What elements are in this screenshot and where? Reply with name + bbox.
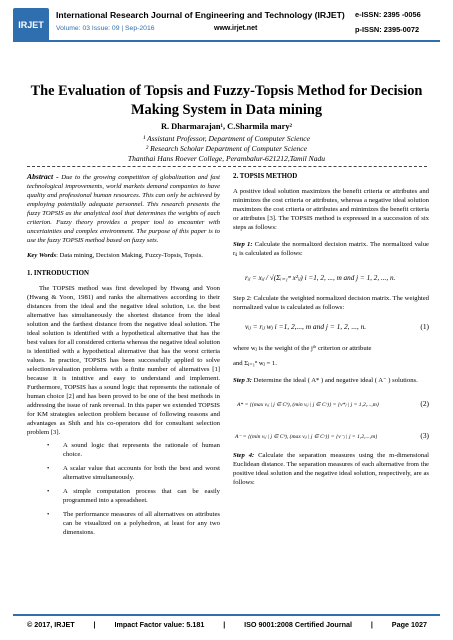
bullet-icon: •	[47, 488, 50, 495]
volume-info: Volume: 03 Issue: 09 | Sep-2016	[56, 25, 155, 32]
keywords-label: Key Words	[27, 252, 57, 259]
title-separator	[27, 166, 427, 167]
step-4: Step 4: Calculate the separation measures using the m-dimensional Euclidean distance. The separation measures of each alternative from the positive ideal solution and the negative ideal solution, respectively, are as follows:	[233, 452, 429, 486]
paper-title: The Evaluation of Topsis and Fuzzy-Topsis Method for Decision Making System in Data mining	[30, 83, 423, 118]
equation-weighted: vᵢⱼ = rᵢⱼ wⱼ i =1, 2,..., m and j = 1, 2, ..., n. (1)	[245, 322, 429, 331]
footer-divider	[13, 614, 440, 616]
right-column	[233, 172, 429, 491]
header-divider	[13, 40, 440, 42]
footer-sep: |	[93, 620, 96, 629]
weight-definition: where wⱼ is the weight of the jᵗʰ criterion or attribute	[233, 345, 372, 352]
journal-header	[0, 0, 453, 84]
footer-sep: |	[370, 620, 373, 629]
left-column	[27, 172, 220, 542]
keywords-text: : Data mining, Decision Making, Fuzzy-Topsis, Topsis.	[56, 252, 203, 259]
footer-sep: |	[223, 620, 226, 629]
bullet-icon: •	[47, 465, 50, 472]
section-heading-introduction: 1. INTRODUCTION	[27, 270, 90, 277]
intro-paragraph: The TOPSIS method was first developed by Hwang and Yoon (Hwang & Yoon, 1981) and ranks the alternatives according to their distances from the ideal and the negative ideal solution, i.e. the best alternative has simultaneously the shortest distance from the ideal solution and the farthest distance from the negative ideal solution. The ideal solution is identified with a hypothetical alternative that has the best values for all considered criteria whereas the negative ideal solution is identified with a hypothetical alternative that has the worst criteria values. In practice, TOPSIS has been successfully applied to solve selection/evaluation problems with a finite number of alternatives [1] because it is intuitive and easy to understand and implement. Furthermore, TOPSIS has a sound logic that represents the rationale of human choice [2] and has been proved to be one of the best methods in addressing the issue of rank reversal. In this paper we extended TOPSIS for KM strategies selection problem because of following reasons and advantages as Shih and his co-operators did for consultant selection problem [3].	[27, 285, 220, 436]
abstract-text: Due to the growing competition of globalization and fast technological improvements, world markets demand companies to have quality and professional human resources. This can only be achieved by employing potentially adequate personnel. This research presents the fuzzy TOPSIS as the analytical tool that determines the weights of each criterion. Fuzzy theory provides a proper tool to encounter with uncertainties and complex environment. The purpose of this paper is to use the fuzzy TOPSIS method based on fuzzy sets.	[27, 174, 220, 244]
footer-impact-factor: Impact Factor value: 5.181	[114, 620, 205, 629]
advantages-list	[27, 441, 220, 537]
bullet-icon: •	[47, 511, 50, 518]
list-item: • A sound logic that represents the rationale of human choice.	[47, 442, 220, 458]
footer-copyright: © 2017, IRJET	[27, 620, 75, 629]
journal-website-link[interactable]: www.irjet.net	[214, 25, 258, 32]
list-item: • A simple computation process that can be easily programmed into a spreadsheet.	[47, 488, 220, 504]
footer-iso: ISO 9001:2008 Certified Journal	[244, 620, 352, 629]
irjet-logo: IRJET	[13, 8, 49, 42]
section-heading-topsis: 2. TOPSIS METHOD	[233, 173, 298, 180]
weight-sum: and Σⱼ₌₁ⁿ wⱼ = 1.	[233, 360, 277, 367]
journal-title: International Research Journal of Engineering and Technology (IRJET)	[56, 10, 345, 20]
paper-authors: R. Dharmarajan¹, C.Sharmila mary²	[160, 122, 293, 131]
equation-normalized: rᵢⱼ = xᵢⱼ / √(Σᵢ₌₁ᵐ x²ᵢⱼ) i =1, 2, ..., m and j = 1, 2, ..., n.	[245, 274, 396, 282]
bullet-icon: •	[47, 442, 50, 449]
affiliation-2: ² Research Scholar Department of Computer Science	[145, 144, 307, 153]
list-item: • The performance measures of all alternatives on attributes can be visualized on a polyhedron, at least for any two dimensions.	[47, 511, 220, 536]
step-3: Step 3: Determine the ideal ( A* ) and negative ideal ( A⁻ ) solutions.	[233, 377, 418, 384]
equation-negative-ideal: A⁻ = {(min vᵢⱼ | j ∈ Cᵇ), (max vᵢⱼ | j ∈ Cᶜ)} = {v⁻ⱼ | j = 1,2,...,m} (3)	[235, 431, 429, 440]
affiliation-3: Thanthai Hans Roever College, Perambalur-621212,Tamil Nadu	[127, 154, 326, 163]
list-item: • A scalar value that accounts for both the best and worst alternative simultaneously.	[47, 465, 220, 481]
p-issn: p-ISSN: 2395-0072	[355, 25, 420, 34]
keywords	[27, 251, 220, 260]
footer-page-number: Page 1027	[391, 620, 427, 629]
topsis-intro: A positive ideal solution maximizes the benefit criteria or attributes and minimizes the cost criteria or attributes, whereas a negative ideal solution maximizes the cost criteria or attributes and minimizes the benefit criteria or attributes [3]. The TOPSIS method is expressed in a succession of six steps as follows:	[233, 188, 429, 231]
step-2: Step 2: Calculate the weighted normalized decision matrix. The weighted normalized value is calculated as follows:	[233, 295, 429, 311]
e-issn: e-ISSN: 2395 -0056	[355, 10, 421, 19]
equation-ideal: A* = {(max vᵢⱼ | j ∈ Cᵇ), (min vᵢⱼ | j ∈ Cᶜ)} = {v*ⱼ | j = 1,2,...,m} (2)	[237, 399, 429, 408]
abstract-label: Abstract -	[27, 172, 59, 181]
step-1: Step 1: Calculate the normalized decision matrix. The normalized value rᵢⱼ is calculated as follows:	[233, 241, 429, 257]
affiliation-1: ¹ Assistant Professor, Department of Computer Science	[142, 134, 310, 143]
page-footer	[27, 620, 427, 629]
abstract	[27, 172, 220, 245]
